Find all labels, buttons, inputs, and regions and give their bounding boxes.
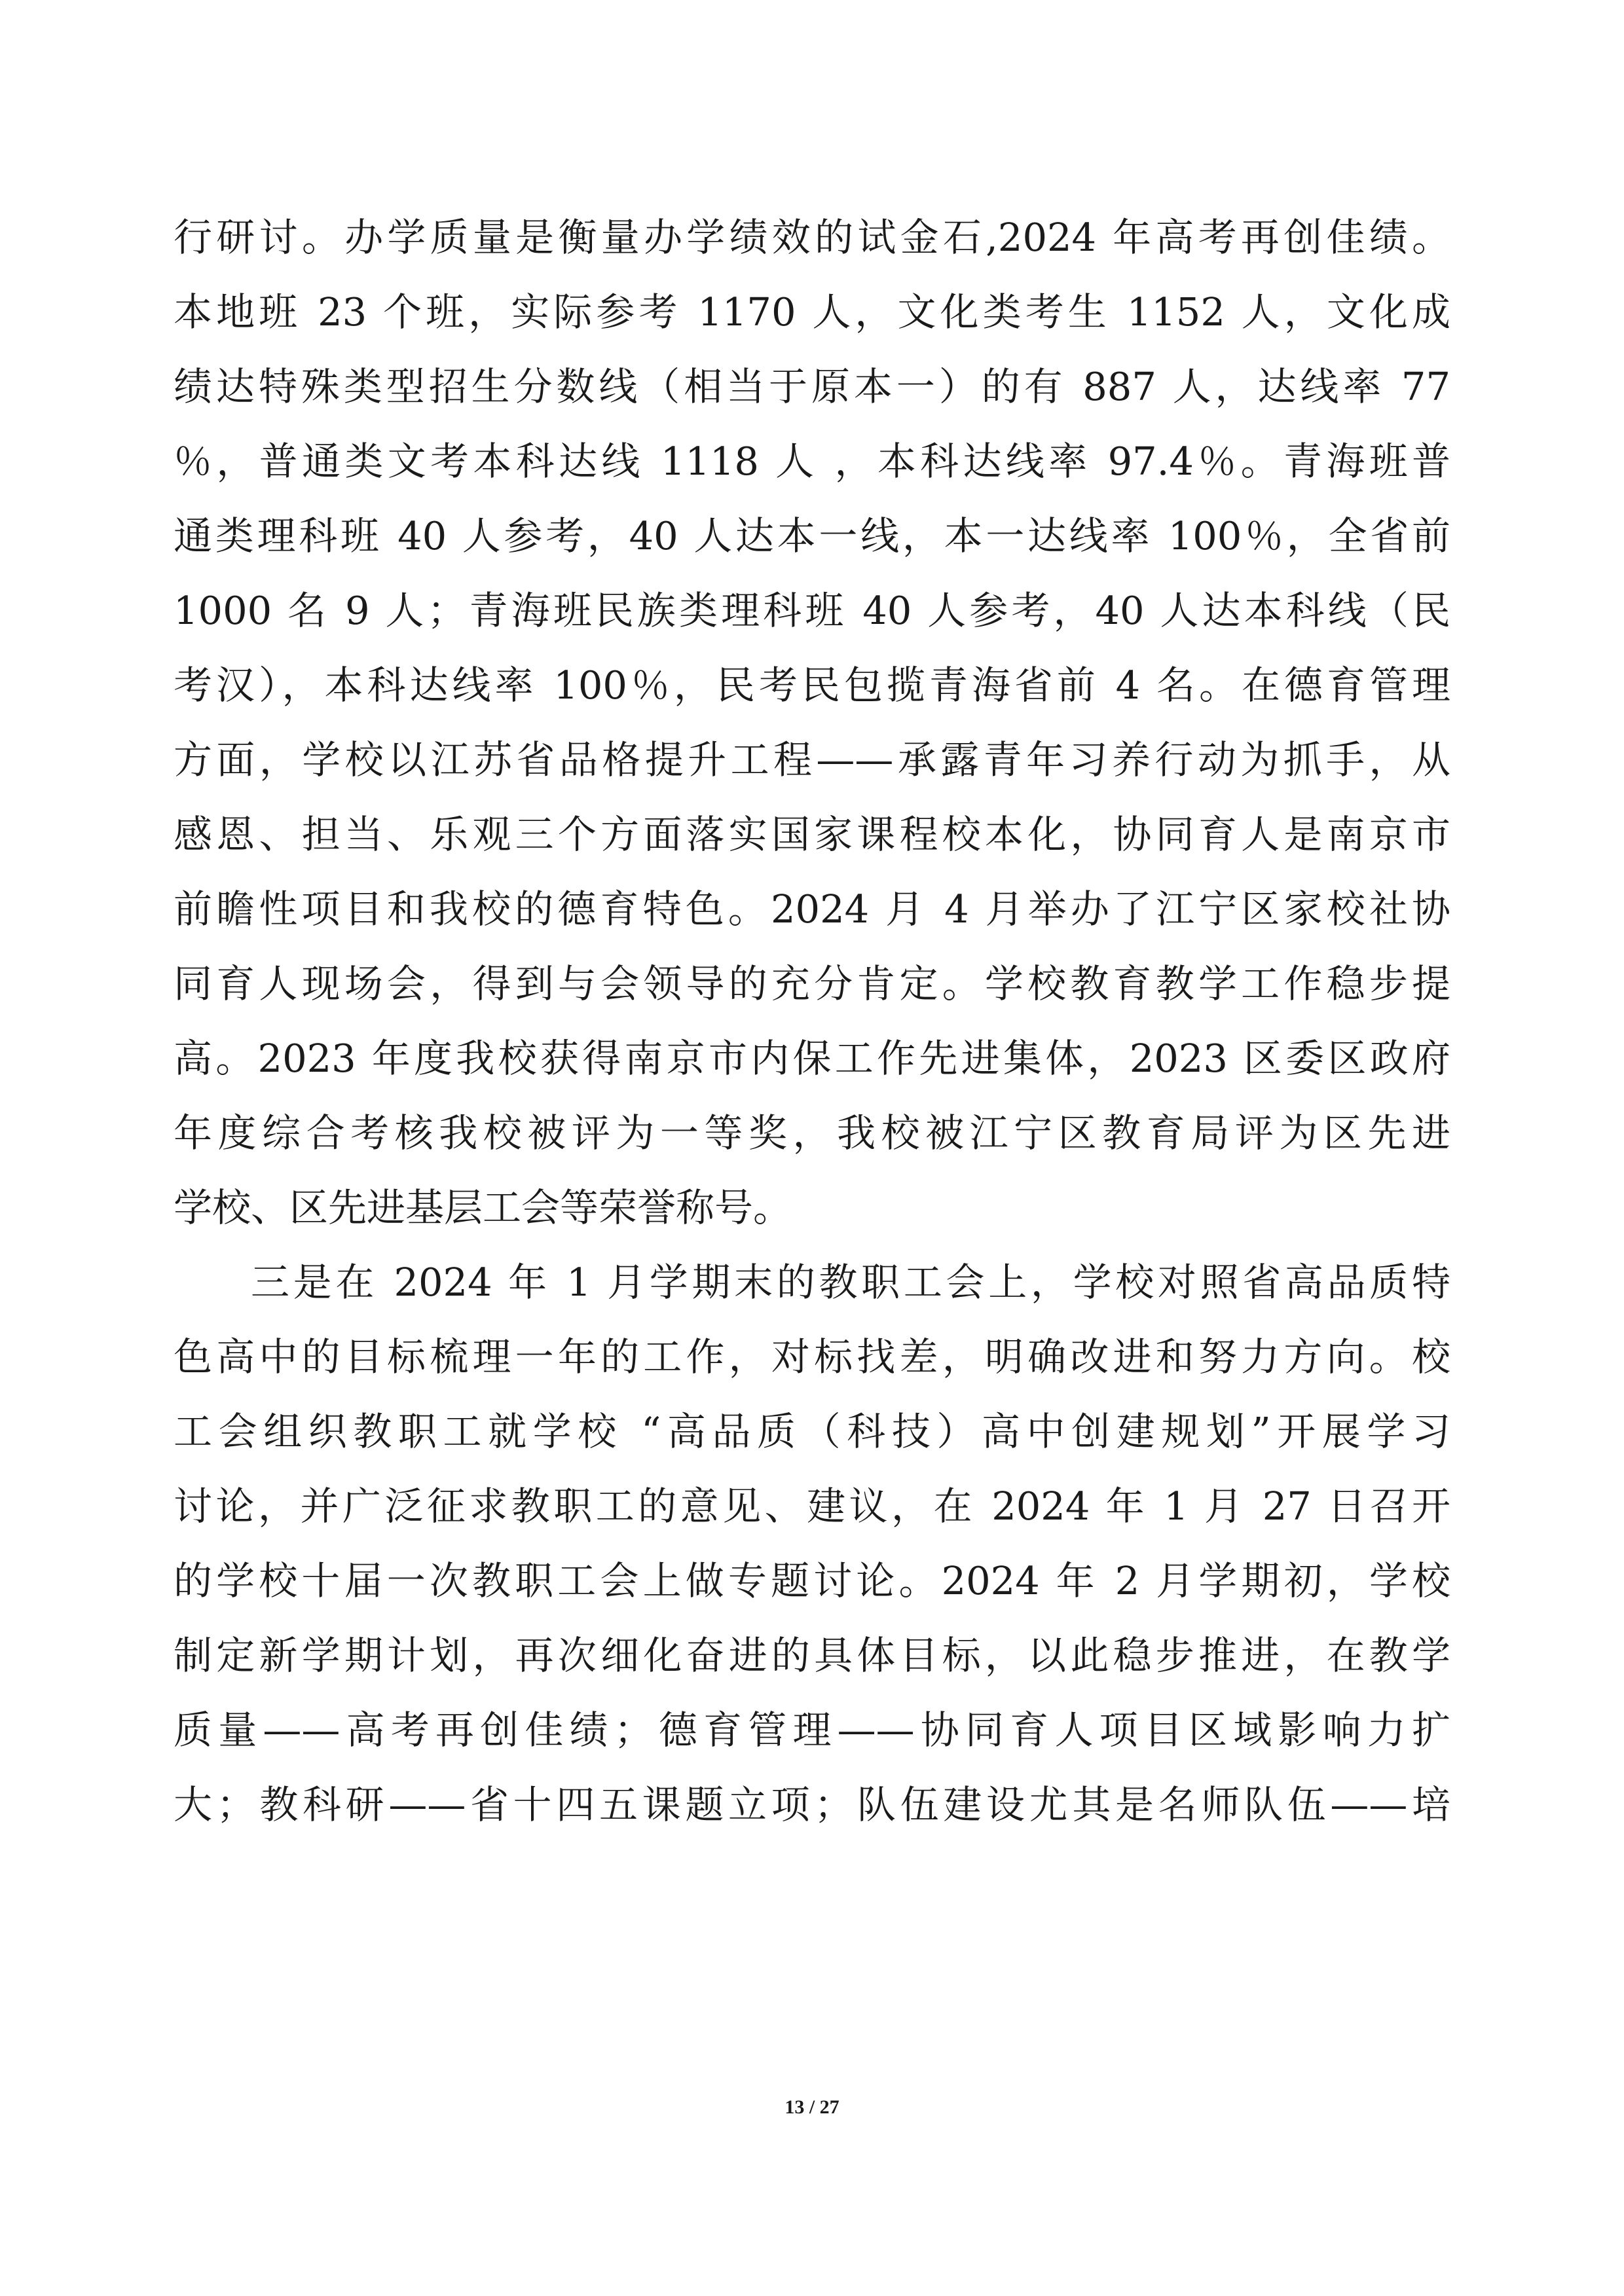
text-line: 的学校十届一次教职工会上做专题讨论。2024 年 2 月学期初，学校 xyxy=(174,1558,1450,1603)
text-line: 学校、区先进基层工会等荣誉称号。 xyxy=(174,1185,792,1230)
text-line: 质量——高考再创佳绩；德育管理——协同育人项目区域影响力扩 xyxy=(174,1707,1450,1753)
text-line: 本地班 23 个班，实际参考 1170 人，文化类考生 1152 人，文化成 xyxy=(174,289,1450,335)
page-number: 13 xyxy=(784,2096,805,2118)
text-line: 年度综合考核我校被评为一等奖，我校被江宁区教育局评为区先进 xyxy=(174,1110,1450,1156)
text-line: 讨论，并广泛征求教职工的意见、建议，在 2024 年 1 月 27 日召开 xyxy=(174,1484,1450,1529)
text-line: 大；教科研——省十四五课题立项；队伍建设尤其是名师队伍——培 xyxy=(174,1782,1450,1827)
paragraph-2 xyxy=(174,1245,1450,1842)
text-line: 行研讨。办学质量是衡量办学绩效的试金石,2024 年高考再创佳绩。 xyxy=(174,215,1450,260)
page-separator: / xyxy=(809,2096,815,2118)
page-total: 27 xyxy=(819,2096,840,2118)
text-line: ％，普通类文考本科达线 1118 人 ，本科达线率 97.4％。青海班普 xyxy=(174,439,1450,484)
text-line: 方面，学校以江苏省品格提升工程——承露青年习养行动为抓手，从 xyxy=(174,737,1450,782)
text-line: 通类理科班 40 人参考，40 人达本一线，本一达线率 100％，全省前 xyxy=(174,513,1450,558)
text-line: 前瞻性项目和我校的德育特色。2024 月 4 月举办了江宁区家校社协 xyxy=(174,886,1450,932)
text-line: 同育人现场会，得到与会领导的充分肯定。学校教育教学工作稳步提 xyxy=(174,961,1450,1006)
text-line: 绩达特殊类型招生分数线（相当于原本一）的有 887 人，达线率 77 xyxy=(174,364,1450,409)
text-line: 工会组织教职工就学校 “高品质（科技）高中创建规划”开展学习 xyxy=(174,1409,1450,1454)
text-line: 三是在 2024 年 1 月学期末的教职工会上，学校对照省高品质特 xyxy=(251,1260,1450,1305)
paragraph-1 xyxy=(174,200,1450,1245)
body-text xyxy=(174,200,1450,1842)
text-line: 考汉），本科达线率 100％，民考民包揽青海省前 4 名。在德育管理 xyxy=(174,663,1450,708)
text-line: 高。2023 年度我校获得南京市内保工作先进集体，2023 区委区政府 xyxy=(174,1036,1450,1081)
page-footer xyxy=(0,2096,1624,2119)
text-line: 感恩、担当、乐观三个方面落实国家课程校本化，协同育人是南京市 xyxy=(174,812,1450,857)
text-line: 1000 名 9 人；青海班民族类理科班 40 人参考，40 人达本科线（民 xyxy=(174,588,1450,633)
text-line: 制定新学期计划，再次细化奋进的具体目标，以此稳步推进，在教学 xyxy=(174,1633,1450,1678)
text-line: 色高中的目标梳理一年的工作，对标找差，明确改进和努力方向。校 xyxy=(174,1334,1450,1379)
